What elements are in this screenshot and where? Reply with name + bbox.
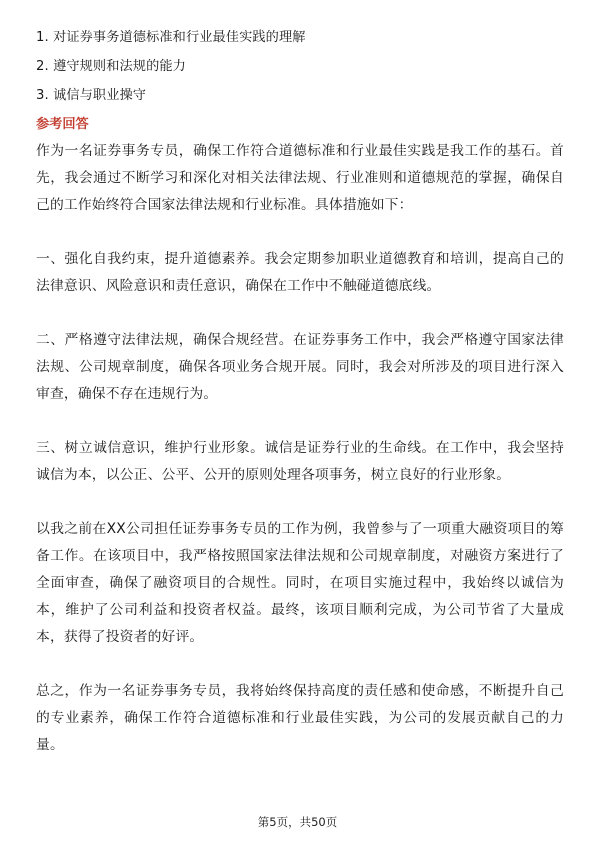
answer-point-3-paragraph: 三、树立诚信意识，维护行业形象。诚信是证券行业的生命线。在工作中，我会坚持诚信为本，以公正、公平、公开的原则处理各项事务，树立良好的行业形象。: [36, 440, 564, 483]
answer-heading: 参考回答: [36, 117, 89, 132]
evaluation-criteria-list: [36, 28, 564, 106]
answer-conclusion-paragraph: 总之，作为一名证券事务专员，我将始终保持高度的责任感和使命感，不断提升自己的专业素养，确保工作符合道德标准和行业最佳实践，为公司的发展贡献自己的力量。: [36, 683, 564, 753]
criteria-item-2: 2. 遵守规则和法规的能力: [36, 59, 186, 74]
answer-point-1-paragraph: 一、强化自我约束，提升道德素养。我会定期参加职业道德教育和培训，提高自己的法律意识、风险意识和责任意识，确保在工作中不触碰道德底线。: [36, 251, 564, 294]
answer-example-paragraph: 以我之前在XX公司担任证券事务专员的工作为例，我曾参与了一项重大融资项目的筹备工作。在该项目中，我严格按照国家法律法规和公司规章制度，对融资方案进行了全面审查，确保了融资项目的合规性。同时，在项目实施过程中，我始终以诚信为本，维护了公司利益和投资者权益。最终，该项目顺利完成，为公司节省了大量成本，获得了投资者的好评。: [36, 521, 564, 645]
page-number-footer: 第5页，共50页: [257, 815, 338, 829]
answer-point-2-paragraph: 二、严格遵守法律法规，确保合规经营。在证券事务工作中，我会严格遵守国家法律法规、公司规章制度，确保各项业务合规开展。同时，我会对所涉及的项目进行深入审查，确保不存在违规行为。: [36, 332, 564, 402]
criteria-item-3: 3. 诚信与职业操守: [36, 88, 147, 103]
document-page: [36, 28, 564, 759]
criteria-item-1: 1. 对证券事务道德标准和行业最佳实践的理解: [36, 30, 306, 45]
answer-intro-paragraph: 作为一名证券事务专员，确保工作符合道德标准和行业最佳实践是我工作的基石。首先，我会通过不断学习和深化对相关法律法规、行业准则和道德规范的掌握，确保自己的工作始终符合国家法律法规和行业标准。具体措施如下：: [36, 143, 564, 213]
